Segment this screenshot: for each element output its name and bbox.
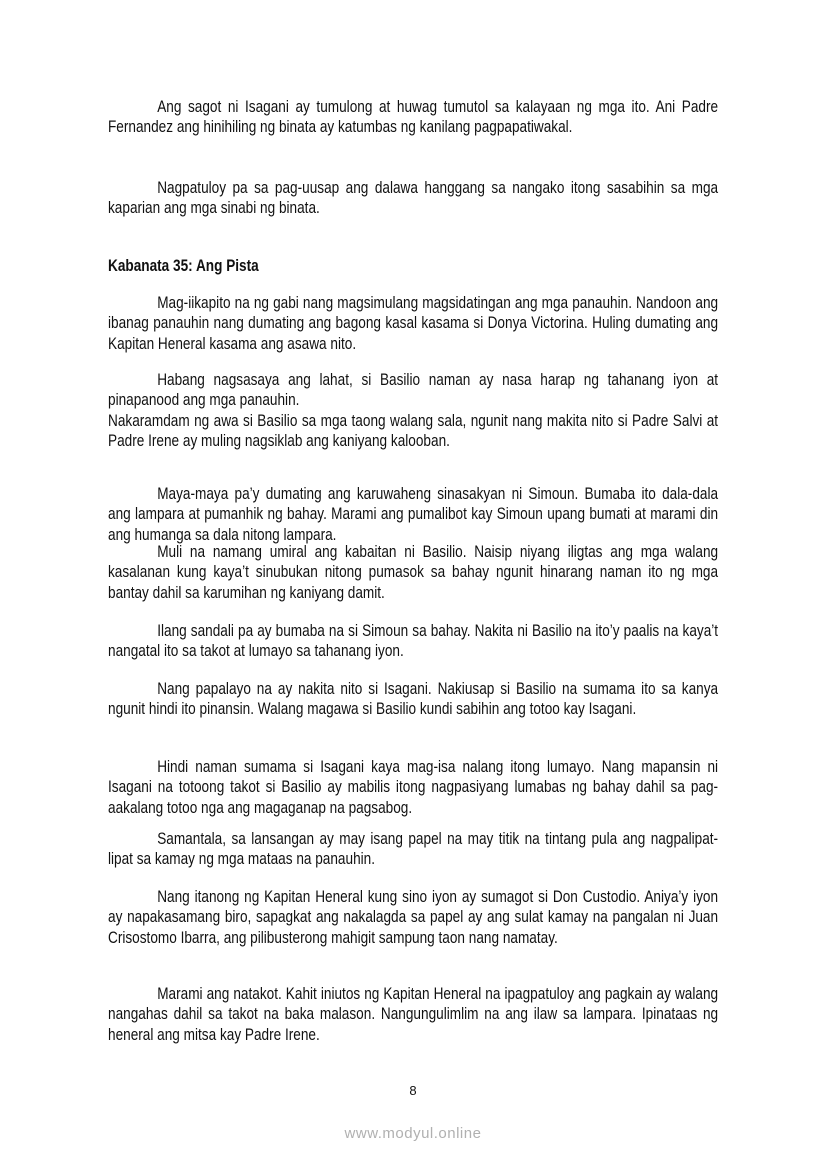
paragraph: Muli na namang umiral ang kabaitan ni Basilio. Naisip niyang iligtas ang mga walang kasalanan kung kaya’t sinubukan nitong pumasok sa bahay ngunit hinarang naman ito ng mga bantay dahil sa karumihan ng kaniyang damit. [108, 542, 719, 602]
paragraph: Maya-maya pa’y dumating ang karuwaheng sinasakyan ni Simoun. Bumaba ito dala-dala ang lampara at pumanhik ng bahay. Marami ang pumalibot kay Simoun upang bumati at marami din ang humanga sa dala nitong lampara. [108, 484, 719, 544]
paragraph: Marami ang natakot. Kahit iniutos ng Kapitan Heneral na ipagpatuloy ang pagkain ay walang nangahas dahil sa takot na baka malason. Nangungulimlim na ang ilaw sa lampara. Ipinataas ng heneral ang mitsa kay Padre Irene. [108, 984, 719, 1044]
paragraph: Mag-iikapito na ng gabi nang magsimulang magsidatingan ang mga panauhin. Nandoon ang ibanag panauhin nang dumating ang bagong kasal kasama si Donya Victorina. Huling dumating ang Kapitan Heneral kasama ang asawa nito. [108, 293, 719, 353]
paragraph: Nang itanong ng Kapitan Heneral kung sino iyon ay sumagot si Don Custodio. Aniya’y iyon ay napakasamang biro, sapagkat ang nakalagda sa papel ay ang sulat kamay na pangalan ni Juan Crisostomo Ibarra, ang pilibusterong mahigit sampung taon nang namatay. [108, 887, 719, 947]
paragraph: Samantala, sa lansangan ay may isang papel na may titik na tintang pula ang nagpalipat-lipat sa kamay ng mga mataas na panauhin. [108, 829, 719, 869]
paragraph: Ang sagot ni Isagani ay tumulong at huwag tumutol sa kalayaan ng mga ito. Ani Padre Fernandez ang hinihiling ng binata ay katumbas ng kanilang pagpapatiwakal. [108, 97, 719, 137]
paragraph: Habang nagsasaya ang lahat, si Basilio naman ay nasa harap ng tahanang iyon at pinapanood ang mga panauhin. Nakaramdam ng awa si Basilio sa mga taong walang sala, ngunit nang makita nito si Padre Salvi at Padre Irene ay muling nagsiklab ang kaniyang kalooban. [108, 370, 719, 450]
paragraph: Hindi naman sumama si Isagani kaya mag-isa nalang itong lumayo. Nang mapansin ni Isagani na totoong takot si Basilio ay mabilis itong nagpasiyang lumabas ng bahay dahil sa pag-aakalang totoo nga ang magaganap na pagsabog. [108, 757, 719, 817]
paragraph: Nang papalayo na ay nakita nito si Isagani. Nakiusap si Basilio na sumama ito sa kanya ngunit hindi ito pinansin. Walang magawa si Basilio kundi sabihin ang totoo kay Isagani. [108, 679, 719, 719]
paragraph: Ilang sandali pa ay bumaba na si Simoun sa bahay. Nakita ni Basilio na ito’y paalis na kaya’t nangatal ito sa takot at lumayo sa tahanang iyon. [108, 621, 719, 661]
page-number: 8 [409, 1083, 417, 1098]
chapter-heading: Kabanata 35: Ang Pista [108, 256, 259, 275]
watermark: www.modyul.online [344, 1125, 482, 1142]
paragraph: Nagpatuloy pa sa pag-uusap ang dalawa hanggang sa nangako itong sasabihin sa mga kaparian ang mga sinabi ng binata. [108, 178, 719, 218]
